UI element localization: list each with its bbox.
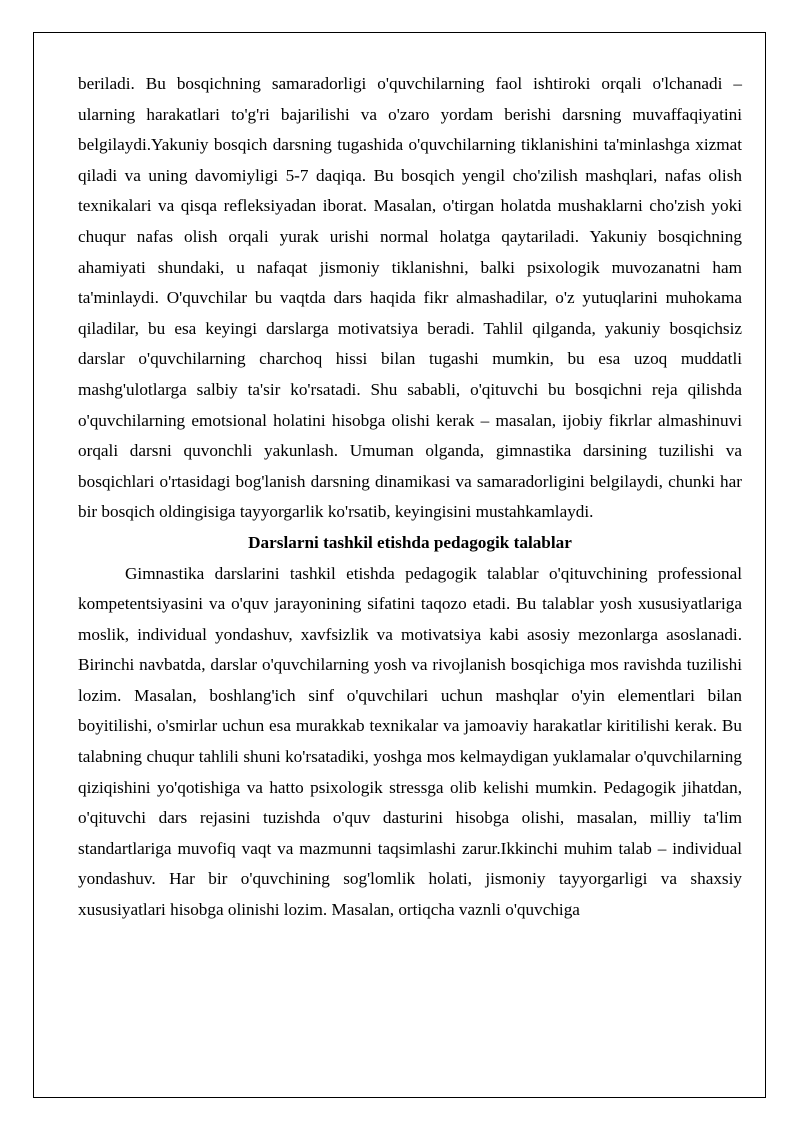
body-paragraph: beriladi. Bu bosqichning samaradorligi o'quvchilarning faol ishtiroki orqali o'lchanadi – ularning harakatlari to'g'ri bajarilishi va o'zaro yordam berishi darsning muvaffaqiyatini belgilaydi.Yakuniy bosqich darsning tugashida o'quvchilarning tiklanishini ta'minlashga xizmat qiladi va uning davomiyligi 5-7 daqiqa. Bu bosqich yengil cho'zilish mashqlari, nafas olish texnikalari va qisqa refleksiyadan iborat. Masalan, o'tirgan holatda mushaklarni cho'zish yoki chuqur nafas olish orqali yurak urishi normal holatga qaytariladi. Yakuniy bosqichning ahamiyati shundaki, u nafaqat jismoniy tiklanishni, balki psixologik muvozanatni ham ta'minlaydi. O'quvchilar bu vaqtda dars haqida fikr almashadilar, o'z yutuqlarini muhokama qiladilar, bu esa keyingi darslarga motivatsiya beradi. Tahlil qilganda, yakuniy bosqichsiz darslar o'quvchilarning charchoq hissi bilan tugashi mumkin, bu esa uzoq muddatli mashg'ulotlarga salbiy ta'sir ko'rsatadi. Shu sababli, o'qituvchi bu bosqichni reja qilishda o'quvchilarning emotsional holatini hisobga olishi kerak – masalan, ijobiy fikrlar almashinuvi orqali darsni quvonchli yakunlash. Umuman olganda, gimnastika darsining tuzilishi va bosqichlari o'rtasidagi bog'lanish darsning dinamikasi va samaradorligini belgilaydi, chunki har bir bosqich oldingisiga tayyorgarlik ko'rsatib, keyingisini mustahkamlaydi. [78, 74, 742, 522]
body-paragraph: Gimnastika darslarini tashkil etishda pedagogik talablar o'qituvchining professional kompetentsiyasini va o'quv jarayonining sifatini taqozo etadi. Bu talablar yosh xususiyatlariga moslik, individual yondashuv, xavfsizlik va motivatsiya kabi asosiy mezonlarga asoslanadi. Birinchi navbatda, darslar o'quvchilarning yosh va rivojlanish bosqichiga mos ravishda tuzilishi lozim. Masalan, boshlang'ich sinf o'quvchilari uchun mashqlar o'yin elementlari bilan boyitilishi, o'smirlar uchun esa murakkab texnikalar va jamoaviy harakatlar kiritilishi kerak. Bu talabning chuqur tahlili shuni ko'rsatadiki, yoshga mos kelmaydigan yuklamalar o'quvchilarning qiziqishini yo'qotishiga va hatto psixologik stressga olib kelishi mumkin. Pedagogik jihatdan, o'qituvchi dars rejasini tuzishda o'quv dasturini hisobga olishi, masalan, milliy ta'lim standartlariga muvofiq vaqt va mazmunni taqsimlashi zarur.Ikkinchi muhim talab – individual yondashuv. Har bir o'quvchining sog'lomlik holati, jismoniy tayyorgarligi va shaxsiy xususiyatlari hisobga olinishi lozim. Masalan, ortiqcha vaznli o'quvchiga [78, 563, 742, 920]
document-body [78, 69, 742, 926]
section-heading: Darslarni tashkil etishda pedagogik talablar [248, 532, 572, 552]
